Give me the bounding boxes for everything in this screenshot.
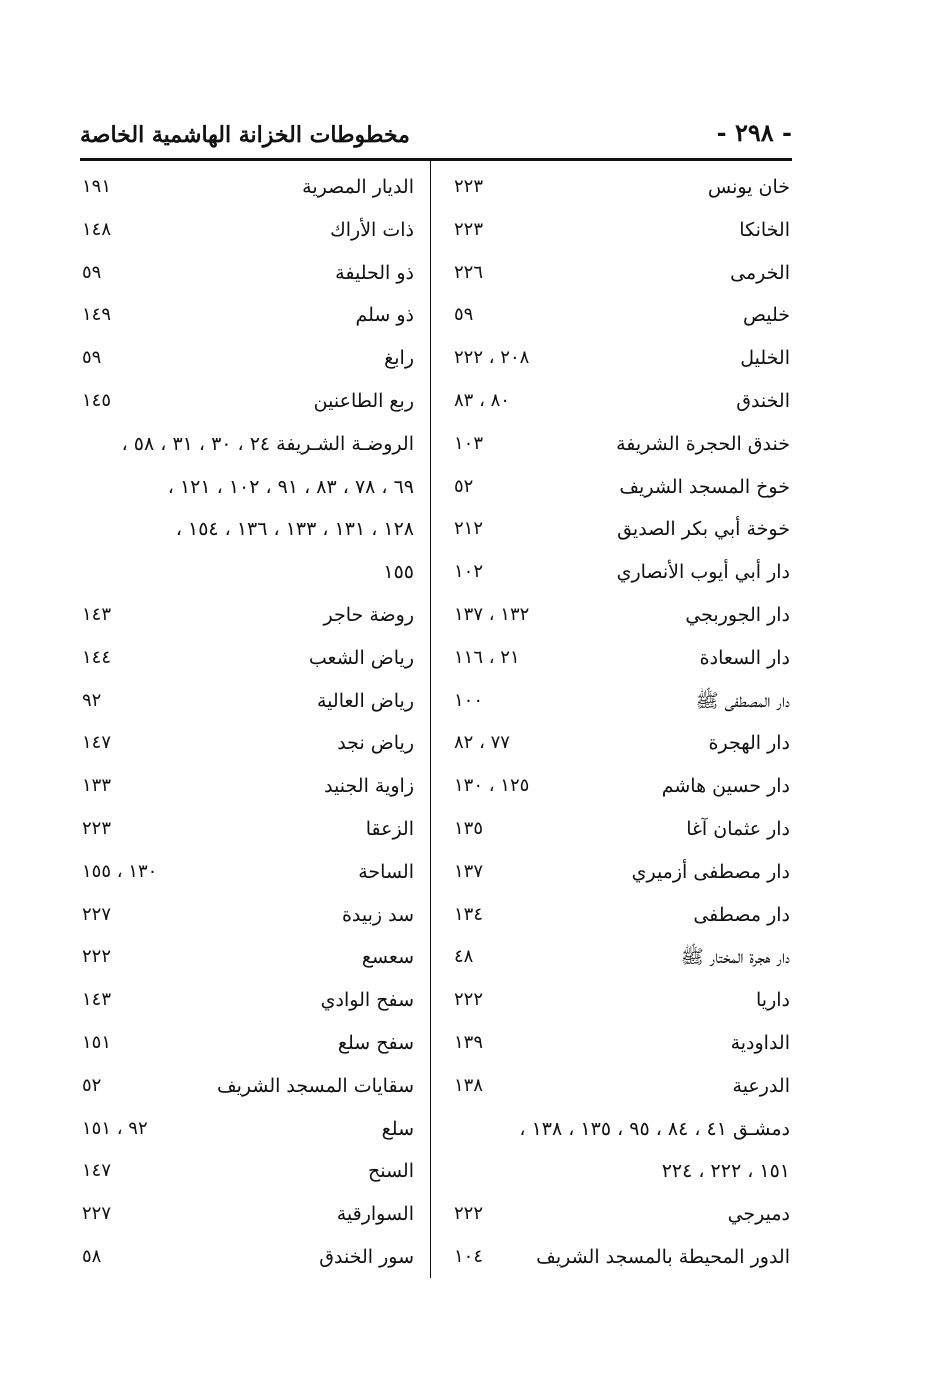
- index-entry: [448, 294, 790, 337]
- entry-page-numbers: ٧٧ ، ٨٢: [454, 732, 510, 754]
- entry-page-numbers: ٢٢٦: [454, 261, 484, 283]
- entry-place-name: الداودية: [730, 1031, 790, 1054]
- entry-page-numbers: ٢١٢: [454, 518, 484, 540]
- entry-page-numbers: ١٣٣: [82, 775, 112, 797]
- index-column-left: [76, 166, 414, 1279]
- entry-place-name: الدور المحيطة بالمسجد الشريف: [536, 1245, 790, 1268]
- entry-place-name: الدرعية: [732, 1074, 790, 1097]
- index-entry: [448, 979, 790, 1022]
- entry-page-numbers: ١٠٠: [454, 689, 484, 711]
- entry-page-numbers: ١٣٢ ، ١٣٧: [454, 603, 530, 625]
- index-entry: [76, 808, 414, 851]
- index-entry: [448, 894, 790, 937]
- index-entry: [448, 466, 790, 509]
- entry-page-numbers: ١٤٣: [82, 989, 112, 1011]
- index-entry: [448, 551, 790, 594]
- entry-place-name: خوخ المسجد الشريف: [619, 475, 790, 498]
- entry-page-numbers: ١٣٥: [454, 817, 484, 839]
- entry-page-numbers: ٢٠٨ ، ٢٢٢: [454, 347, 530, 369]
- entry-place-name: رياض العالية: [317, 689, 414, 712]
- entry-place-name: سعسع: [361, 946, 414, 969]
- entry-page-numbers: ١٢٥ ، ١٣٠: [454, 775, 530, 797]
- entry-page-numbers: ١٥١: [82, 1031, 112, 1053]
- entry-place-name: الخليل: [740, 347, 790, 370]
- entry-place-name: السنح: [367, 1160, 414, 1183]
- entry-place-name: ١٢٨ ، ١٣١ ، ١٣٣ ، ١٣٦ ، ١٥٤ ،: [175, 518, 414, 541]
- book-title: مخطوطات الخزانة الهاشمية الخاصة: [80, 122, 410, 148]
- index-entry: [448, 209, 790, 252]
- entry-page-numbers: ١٤٨: [82, 218, 112, 240]
- entry-page-numbers: ٢٢٧: [82, 903, 112, 925]
- entry-page-numbers: ١٤٣: [82, 603, 112, 625]
- index-entry: [76, 209, 414, 252]
- index-entry: [448, 1065, 790, 1108]
- entry-place-name: زاوية الجنيد: [324, 775, 414, 798]
- index-entry: [76, 551, 414, 594]
- entry-place-name: دمشـق ٤١ ، ٨٤ ، ٩٥ ، ١٣٥ ، ١٣٨ ،: [519, 1117, 790, 1140]
- index-entry: [448, 1022, 790, 1065]
- index-entry: [448, 252, 790, 295]
- index-entry: [448, 594, 790, 637]
- entry-page-numbers: ٥٨: [82, 1245, 102, 1267]
- entry-place-name: دار مصطفى أزميري: [631, 860, 790, 883]
- index-entry: [448, 508, 790, 551]
- entry-page-numbers: ٥٢: [82, 1074, 102, 1096]
- index-entry: [448, 166, 790, 209]
- index-entry: [448, 722, 790, 765]
- index-entry: [76, 894, 414, 937]
- index-entry: [76, 594, 414, 637]
- entry-place-name: الزعقا: [365, 817, 414, 840]
- entry-page-numbers: ١٣٩: [454, 1031, 484, 1053]
- index-entry: [76, 466, 414, 509]
- entry-place-name: الروضـة الشـريفة ٢٤ ، ٣٠ ، ٣١ ، ٥٨ ،: [121, 432, 414, 455]
- entry-page-numbers: ١٤٤: [82, 646, 112, 668]
- entry-place-name: خندق الحجرة الشريفة: [616, 432, 790, 455]
- entry-place-name: سور الخندق: [319, 1245, 414, 1268]
- page-number: - ٢٩٨ -: [716, 118, 792, 147]
- entry-place-name: رياض نجد: [337, 732, 414, 755]
- entry-place-name: دار السعادة: [699, 646, 790, 669]
- entry-place-name: السوارقية: [336, 1203, 414, 1226]
- entry-page-numbers: ١٤٥: [82, 389, 112, 411]
- index-entry: [448, 1193, 790, 1236]
- entry-page-numbers: ٢٢٧: [82, 1203, 112, 1225]
- entry-place-name: دميرجي: [727, 1203, 790, 1226]
- index-entry: [76, 1193, 414, 1236]
- entry-page-numbers: ٥٩: [82, 347, 102, 369]
- index-entry: [448, 1236, 790, 1279]
- entry-page-numbers: ٩٢: [82, 689, 102, 711]
- entry-place-name: دار مصطفى: [693, 903, 790, 926]
- index-entry: [76, 252, 414, 295]
- index-entry: [448, 1108, 790, 1151]
- entry-place-name: دار حسين هاشم: [661, 775, 790, 798]
- entry-place-name: رياض الشعب: [308, 646, 414, 669]
- index-entry: [76, 765, 414, 808]
- entry-place-name: خان يونس: [707, 176, 790, 198]
- entry-place-name: دار عثمان آغا: [686, 817, 790, 840]
- entry-place-name: دار الجوربجي: [685, 603, 790, 626]
- entry-place-name: خوخة أبي بكر الصديق: [617, 518, 790, 541]
- page-header: [80, 114, 792, 154]
- entry-page-numbers: ٨٠ ، ٨٣: [454, 389, 510, 411]
- entry-page-numbers: ١٣٧: [454, 860, 484, 882]
- entry-page-numbers: ١٠٤: [454, 1245, 484, 1267]
- entry-place-name: سفح سلع: [337, 1031, 414, 1054]
- index-entry: [76, 166, 414, 209]
- index-entry: [448, 680, 790, 723]
- index-entry: [76, 979, 414, 1022]
- entry-place-name: روضة حاجر: [323, 603, 414, 626]
- index-entry: [76, 680, 414, 723]
- entry-page-numbers: ٢٢٢: [454, 989, 484, 1011]
- index-entry: [76, 1108, 414, 1151]
- index-entry: [76, 936, 414, 979]
- entry-place-name: الساحة: [358, 860, 414, 883]
- entry-page-numbers: ٢٢٢: [454, 1203, 484, 1225]
- entry-place-name: الديار المصرية: [302, 176, 414, 198]
- entry-place-name: الخندق: [736, 389, 790, 412]
- entry-page-numbers: ٥٩: [82, 261, 102, 283]
- index-entry: [76, 380, 414, 423]
- entry-page-numbers: ٢٢٢: [82, 946, 112, 968]
- index-entry: [448, 1150, 790, 1193]
- index-entry: [76, 1236, 414, 1279]
- index-entry: [76, 637, 414, 680]
- entry-place-name: ذات الأراك: [330, 218, 414, 241]
- entry-page-numbers: ٢٢٣: [454, 176, 484, 197]
- entry-place-name: الخانكا: [739, 218, 790, 241]
- index-entry: [76, 722, 414, 765]
- index-entry: [76, 423, 414, 466]
- header-rule: [80, 158, 792, 161]
- entry-page-numbers: ٥٢: [454, 475, 474, 497]
- entry-place-name: خليص: [742, 304, 790, 327]
- entry-page-numbers: ٩٢ ، ١٥١: [82, 1117, 148, 1139]
- index-entry: [448, 337, 790, 380]
- entry-page-numbers: ١٠٣: [454, 432, 484, 454]
- entry-place-name: رابغ: [384, 347, 414, 370]
- entry-page-numbers: ٢٢٣: [82, 817, 112, 839]
- entry-place-name: الخرمى: [730, 261, 790, 284]
- entry-place-name: سقايات المسجد الشريف: [216, 1074, 414, 1097]
- entry-page-numbers: ١٠٢: [454, 561, 484, 583]
- entry-place-name: دار المصطفى ﷺ: [695, 689, 790, 712]
- entry-page-numbers: ٢٢٣: [454, 218, 484, 240]
- index-entry: [76, 1065, 414, 1108]
- index-entry: [448, 765, 790, 808]
- entry-place-name: سد زبيدة: [341, 903, 414, 926]
- entry-place-name: ١٥١ ، ٢٢٢ ، ٢٢٤: [661, 1160, 790, 1183]
- entry-page-numbers: ١٩١: [82, 176, 112, 197]
- entry-page-numbers: ١٤٧: [82, 1160, 112, 1182]
- entry-place-name: ذو سلم: [355, 304, 414, 327]
- index-entry: [76, 1022, 414, 1065]
- entry-place-name: ربع الطاعنين: [313, 389, 414, 412]
- entry-page-numbers: ٢١ ، ١١٦: [454, 646, 520, 668]
- entry-place-name: ذو الحليفة: [335, 261, 414, 284]
- entry-page-numbers: ١٣٠ ، ١٥٥: [82, 860, 158, 882]
- entry-page-numbers: ١٤٩: [82, 304, 112, 326]
- entry-place-name: دار هجرة المختار ﷺ: [680, 946, 790, 969]
- entry-place-name: ٦٩ ، ٧٨ ، ٨٣ ، ٩١ ، ١٠٢ ، ١٢١ ،: [167, 475, 414, 498]
- entry-page-numbers: ١٣٨: [454, 1074, 484, 1096]
- index-entry: [76, 851, 414, 894]
- index-column-right: [448, 166, 790, 1279]
- entry-page-numbers: ١٤٧: [82, 732, 112, 754]
- index-entry: [448, 808, 790, 851]
- index-entry: [448, 380, 790, 423]
- index-entry: [448, 637, 790, 680]
- index-entry: [76, 294, 414, 337]
- entry-place-name: ١٥٥: [383, 561, 414, 584]
- column-divider: [430, 160, 431, 1278]
- entry-place-name: سلع: [381, 1117, 414, 1140]
- index-entry: [448, 423, 790, 466]
- index-entry: [448, 936, 790, 979]
- index-entry: [76, 508, 414, 551]
- index-entry: [76, 337, 414, 380]
- entry-page-numbers: ١٣٤: [454, 903, 484, 925]
- index-entry: [76, 1150, 414, 1193]
- index-entry: [448, 851, 790, 894]
- entry-place-name: دار الهجرة: [708, 732, 790, 755]
- entry-place-name: داريا: [756, 989, 790, 1012]
- entry-page-numbers: ٥٩: [454, 304, 474, 326]
- entry-place-name: سفح الوادي: [320, 989, 414, 1012]
- entry-place-name: دار أبي أيوب الأنصاري: [616, 561, 790, 584]
- entry-page-numbers: ٤٨: [454, 946, 474, 968]
